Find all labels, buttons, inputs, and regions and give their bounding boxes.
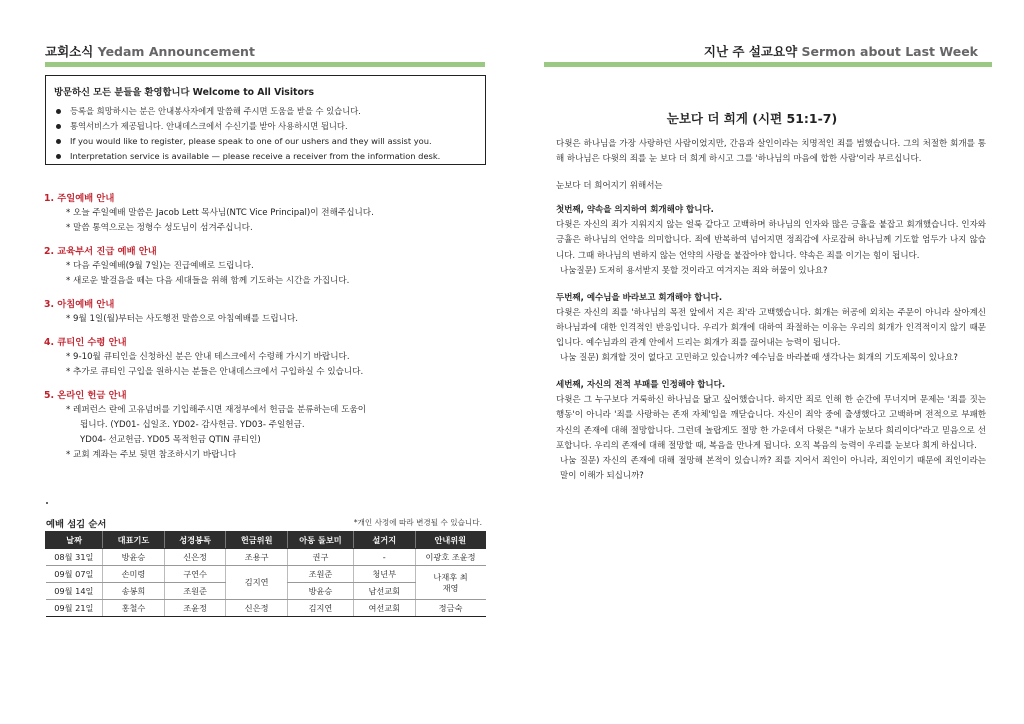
point-heading: 첫번째, 약속을 의지하여 회개해야 합니다. <box>556 205 714 216</box>
bullet-icon <box>56 139 61 144</box>
table-cell: 조원준 <box>164 583 226 600</box>
notice-title: 2. 교육부서 진급 예배 안내 <box>44 246 157 257</box>
bullet-icon <box>56 124 61 129</box>
welcome-title: 방문하신 모든 분들을 환영합니다 Welcome to All Visitors <box>54 87 314 98</box>
notice-line: * 다음 주일예배(9월 7일)는 진급예배로 드립니다. <box>66 261 254 271</box>
welcome-item-text: Interpretation service is available — please receive a receiver from the information desk. <box>70 151 441 161</box>
sermon-title: 눈보다 더 희게 (시편 51:1-7) <box>666 111 838 126</box>
table-cell: 손미령 <box>103 566 165 583</box>
right-page-header <box>704 42 978 60</box>
welcome-item <box>54 149 475 164</box>
schedule-header-offering: 헌금위원 <box>226 532 288 549</box>
schedule-header-childcare: 아동 돌보미 <box>287 532 353 549</box>
table-cell: 이광호 조윤정 <box>415 549 485 566</box>
sermon-lead: 눈보다 더 희어지기 위해서는 <box>556 181 663 192</box>
notice-line: * 9-10월 큐티인을 신청하신 분은 안내 테스크에서 수령해 가시기 바랍니다. <box>66 352 350 362</box>
welcome-box <box>45 75 486 165</box>
notice-promotion <box>44 245 489 289</box>
table-cell: 조원준 <box>287 566 353 583</box>
table-cell: 조용구 <box>226 549 288 566</box>
table-cell: 신은정 <box>164 549 226 566</box>
notice-line: * 오늘 주일예배 말씀은 Jacob Lett 목사님(NTC Vice Principal)이 전해주십니다. <box>66 208 374 218</box>
schedule-table <box>45 531 486 617</box>
left-header-english: Yedam Announcement <box>97 44 255 59</box>
sermon-body <box>556 137 986 484</box>
table-cell: 남선교회 <box>353 583 415 600</box>
welcome-item <box>54 104 475 119</box>
point-heading: 세번째, 자신의 전적 부패를 인정해야 합니다. <box>556 380 726 391</box>
notice-line: 됩니다. (YD01- 십일조. YD02- 감사헌금. YD03- 주일헌금. <box>80 420 305 430</box>
table-cell: 권구 <box>287 549 353 566</box>
left-header-korean: 교회소식 <box>45 44 94 59</box>
point-question: 나눔질문) 도저히 용서받지 못할 것이라고 여겨지는 죄와 허물이 있나요? <box>560 265 828 276</box>
notice-title: 5. 온라인 헌금 안내 <box>44 390 127 401</box>
notice-line: * 교회 계좌는 주보 뒷면 참조하시기 바랍니다 <box>66 450 237 460</box>
table-cell: 청년부 <box>353 566 415 583</box>
notice-line: * 새로운 발걸음을 떼는 다음 세대들을 위해 함께 기도하는 시간을 가집니다. <box>66 276 350 286</box>
table-row <box>46 549 486 566</box>
table-row <box>46 566 486 583</box>
left-page-header <box>45 42 255 60</box>
schedule-note: *개인 사정에 따라 변경될 수 있습니다. <box>353 518 482 527</box>
right-header-rule <box>544 62 992 67</box>
table-cell: - <box>353 549 415 566</box>
welcome-item <box>54 119 475 134</box>
table-cell: 09월 07일 <box>46 566 103 583</box>
notice-line: * 레퍼런스 란에 고유넘버를 기입해주시면 재정부에서 헌금을 분류하는데 도움이 <box>66 405 367 415</box>
schedule-header-dishes: 설거지 <box>353 532 415 549</box>
notice-offering <box>44 389 489 463</box>
notice-line: YD04- 선교헌금. YD05 목적헌금 QTIN 큐티인) <box>80 435 261 445</box>
notice-line: * 말씀 통역으로는 정형수 성도님이 섬겨주십니다. <box>66 223 253 233</box>
schedule-title: 예배 섬김 순서 <box>46 519 107 530</box>
table-cell: 정금숙 <box>415 600 485 617</box>
right-header-korean: 지난 주 설교요약 <box>703 44 798 59</box>
table-cell: 송봉희 <box>103 583 165 600</box>
notice-list <box>44 192 489 472</box>
table-row <box>46 600 486 617</box>
table-cell: 구연수 <box>164 566 226 583</box>
table-cell: 신은정 <box>226 600 288 617</box>
notice-qtin <box>44 336 489 380</box>
sermon-intro: 다윗은 하나님을 가장 사랑하던 사람이었지만, 간음과 살인이라는 치명적인 죄를 범했습니다. 그의 처절한 회개를 통해 하나님은 다윗의 죄를 눈 보다 더 희게 하시고 그를 '하나님의 마음에 합한 사람'이라 부르십니다. <box>556 139 986 165</box>
schedule-header-row <box>46 532 486 549</box>
notice-title: 4. 큐티인 수령 안내 <box>44 337 127 348</box>
table-cell: 김지연 <box>226 566 288 600</box>
notice-title: 1. 주일예배 안내 <box>44 193 115 204</box>
table-cell: 홍철수 <box>103 600 165 617</box>
welcome-item-text: 통역서비스가 제공됩니다. 안내데스크에서 수신기를 받아 사용하시면 됩니다. <box>70 121 348 131</box>
schedule-header-ushers: 안내위원 <box>415 532 485 549</box>
notice-morning <box>44 298 489 327</box>
point-question: 나눔 질문) 자신의 존재에 대해 절망해 본적이 있습니까? 죄를 지어서 죄인이 아니라, 죄인이기 때문에 죄인이라는 말이 이해가 되십니까? <box>560 455 986 481</box>
table-cell: 조윤정 <box>164 600 226 617</box>
welcome-item-text: 등록을 희망하시는 분은 안내봉사자에게 말씀해 주시면 도움을 받을 수 있습니다. <box>70 106 361 116</box>
table-cell: 09월 14일 <box>46 583 103 600</box>
table-cell: 방윤승 <box>287 583 353 600</box>
point-question: 나눔 질문) 회개할 것이 없다고 고민하고 있습니까? 예수님을 바라볼때 생각나는 회개의 기도제목이 있나요? <box>560 353 958 364</box>
right-header-english: Sermon about Last Week <box>801 44 978 59</box>
table-cell: 방윤승 <box>103 549 165 566</box>
table-cell: 09월 21일 <box>46 600 103 617</box>
notice-worship <box>44 192 489 236</box>
point-heading: 두번째, 예수님을 바라보고 회개해야 합니다. <box>556 292 723 303</box>
welcome-item-text: If you would like to register, please speak to one of our ushers and they will assist you. <box>70 136 432 146</box>
notice-line: * 추가로 큐티인 구입을 원하시는 분들은 안내데스크에서 구입하실 수 있습니다. <box>66 367 364 377</box>
table-cell: 김지연 <box>287 600 353 617</box>
notice-line: * 9월 1일(월)부터는 사도행전 말씀으로 아침예배를 드립니다. <box>66 314 298 324</box>
bullet-icon <box>56 154 61 159</box>
bullet-icon <box>56 109 61 114</box>
schedule-header-reading: 성경봉독 <box>164 532 226 549</box>
schedule-header-prayer: 대표기도 <box>103 532 165 549</box>
notice-title: 3. 아침예배 안내 <box>44 299 115 310</box>
point-body: 다윗은 자신의 죄를 '하나님의 목전 앞에서 지은 죄'라 고백했습니다. 회개는 허공에 외치는 주문이 아니라 살아계신 하나님과에 대한 인격적인 반응입니다. 우리가 회개에 대하여 좌절하는 이유는 우리의 회개가 인격적이지 않기 때문입니다. 예수님과의 관계 안에서 드리는 회개가 죄를 끊어내는 능력이 됩니다. <box>556 307 986 349</box>
stray-mark <box>46 502 48 504</box>
left-header-rule <box>45 62 485 67</box>
point-body: 다윗은 그 누구보다 거룩하신 하나님을 닮고 싶어했습니다. 하지만 죄로 인해 한 순간에 무너지며 문제는 '죄를 짓는 행동'이 아니라 '죄를 사랑하는 존재 자체'임을 깨닫습니다. 자신이 죄악 중에 출생했다고 고백하며 전적으로 부패한 자신의 존재에 대해 절망합니다. 그런데 놀랍게도 절망 한 가운데서 다윗은 "내가 눈보다 희리이다"라고 믿음으로 선포합니다. 우리의 존재에 대해 절망할 때, 복음을 만나게 됩니다. 오직 복음의 능력이 우리를 눈보다 희게 하십니다. <box>556 395 986 451</box>
welcome-item <box>54 134 475 149</box>
table-cell: 나재후 최재영 <box>415 566 485 600</box>
schedule-header-date: 날짜 <box>46 532 103 549</box>
point-body: 다윗은 자신의 죄가 지워지지 않는 얼룩 같다고 고백하며 하나님의 인자와 많은 긍휼을 붙잡고 회개했습니다. 인자와 긍휼은 하나님의 언약을 의미합니다. 죄에 반복하여 넘어지면 정죄감에 사로잡혀 하나님께 기도할 엄두가 나지 않습니다. 그때 하나님의 변하지 않는 언약의 사랑을 붙잡아야 합니다. 약속은 죄를 이기는 힘이 됩니다. <box>556 220 986 261</box>
table-cell: 08월 31일 <box>46 549 103 566</box>
table-cell: 여선교회 <box>353 600 415 617</box>
